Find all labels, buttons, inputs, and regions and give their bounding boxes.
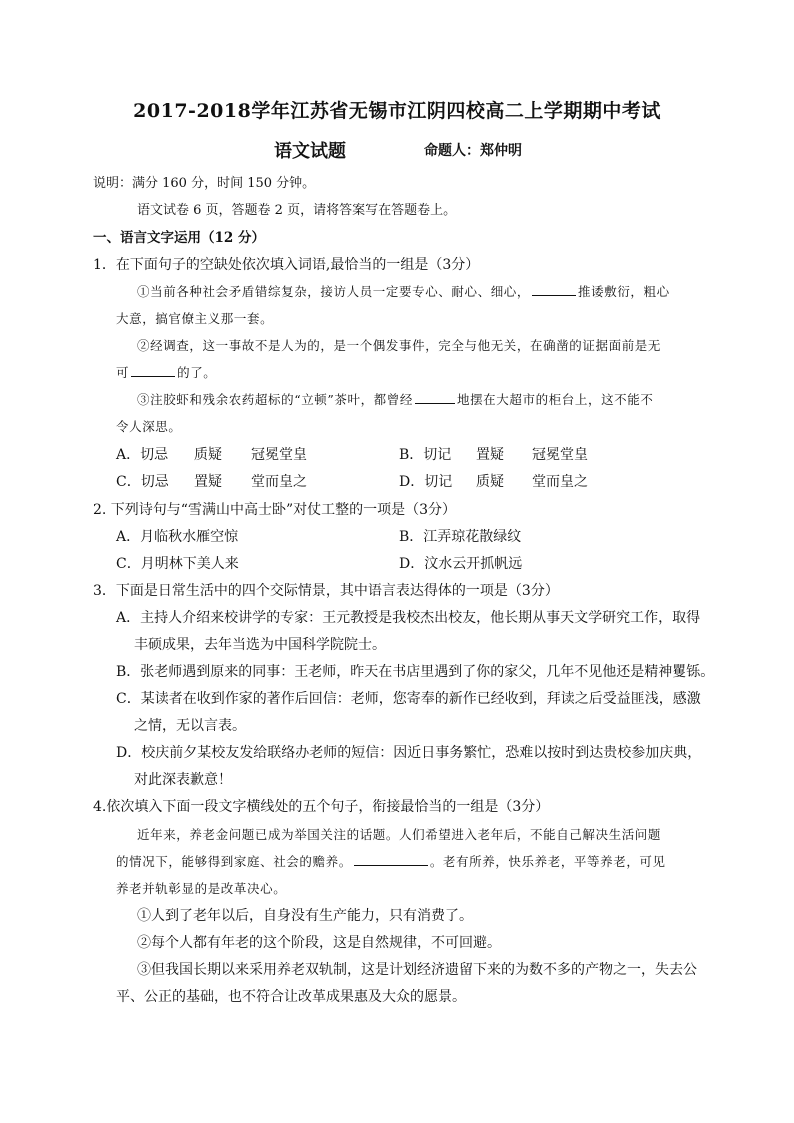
q4-passage-line-3: 养老并轨彰显的是改革决心。	[116, 881, 287, 896]
q4-sentence-2: ②每个人都有年老的这个阶段，这是自然规律，不可回避。	[137, 935, 501, 951]
q4-sentence-3-cont: 平、公正的基础，也不符合让改革成果惠及大众的愿景。	[116, 989, 466, 1005]
q4-passage-part-b: 。老有所养，快乐养老，平等养老，可见	[429, 854, 666, 869]
q3-option-d-line-1[interactable]: D．校庆前夕某校友发给联络办老师的短信：因近日事务繁忙，恐难以按时到达贵校参加庆典，	[116, 745, 702, 761]
q3-option-d-line-2: 对此深表歉意！	[134, 772, 232, 788]
fill-blank	[532, 283, 576, 296]
q3-option-c-line-2: 之情，无以言表。	[134, 718, 246, 734]
q1-option-c-word-1: C．切忌	[116, 474, 169, 490]
q4-passage-line-2	[116, 853, 666, 871]
q1-s3-part-b: 地摆在大超市的柜台上，这不能不	[456, 392, 654, 407]
instruction-line-2: 语文试卷 6 页，答题卷 2 页，请将答案写在答题卷上。	[137, 203, 457, 218]
q2-option-a[interactable]: A．月临秋水雁空惊	[116, 529, 239, 545]
fill-blank	[354, 853, 428, 866]
q1-sentence-2-cont	[116, 364, 216, 382]
q1-option-d-word-2: 质疑	[476, 474, 504, 490]
q1-option-b-word-2: 置疑	[476, 447, 504, 463]
author-label: 命题人：郑仲明	[424, 143, 522, 159]
q1-s3-part-a: ③注胶虾和残余农药超标的“立顿”茶叶，都曾经	[137, 392, 413, 407]
q1-s1-part-b: 推诿敷衍，粗心	[578, 284, 670, 299]
q1-option-a-word-3: 冠冕堂皇	[251, 447, 307, 463]
q1-sentence-1-cont: 大意，搞官僚主义那一套。	[116, 311, 274, 326]
q4-passage-line-1: 近年来，养老金问题已成为举国关注的话题。人们希望进入老年后，不能自己解决生活问题	[137, 827, 662, 842]
q1-sentence-1	[137, 283, 670, 301]
q2-stem: 2. 下列诗句与“雪满山中高士卧”对仗工整的一项是（3分）	[93, 502, 457, 518]
q1-option-b-word-3: 冠冕堂皇	[532, 447, 588, 463]
q3-option-b-line-1[interactable]: B．张老师遇到原来的同事：王老师，昨天在书店里遇到了你的家父，几年不见他还是精神矍铄。	[116, 664, 715, 680]
q4-sentence-3: ③但我国长期以来采用养老双轨制，这是计划经济遗留下来的为数不多的产物之一，失去公	[137, 962, 697, 978]
q1-option-c-word-3: 堂而皇之	[251, 474, 307, 490]
q1-sentence-3	[137, 391, 654, 409]
q1-s1-part-a: ①当前各种社会矛盾错综复杂，接访人员一定要专心、耐心、细心，	[137, 284, 531, 299]
q1-option-a-word-2: 质疑	[194, 447, 222, 463]
q1-sentence-2: ②经调查，这一事故不是人为的，是一个偶发事件，完全与他无关，在确凿的证据面前是无	[137, 338, 662, 353]
q1-s2-part-b: 可	[116, 365, 130, 380]
q3-option-a-line-1[interactable]: A．主持人介绍来校讲学的专家：王元教授是我校杰出校友，他长期从事天文学研究工作，取得	[116, 610, 701, 626]
q1-option-b-word-1: B．切记	[399, 447, 452, 463]
q3-option-c-line-1[interactable]: C．某读者在收到作家的著作后回信：老师，您寄奉的新作已经收到，拜读之后受益匪浅，感激	[116, 691, 701, 707]
fill-blank	[131, 364, 175, 377]
q4-sentence-1: ①人到了老年以后，自身没有生产能力，只有消费了。	[137, 908, 473, 924]
q4-stem: 4.依次填入下面一段文字横线处的五个句子，衔接最恰当的一组是（3分）	[93, 799, 550, 815]
subtitle-row	[0, 137, 794, 161]
q2-option-c[interactable]: C．月明林下美人来	[116, 556, 239, 572]
section-heading: 一、语言文字运用（12 分）	[93, 230, 265, 246]
q1-s2-part-c: 的了。	[177, 365, 217, 380]
q1-option-a-word-1: A．切忌	[116, 447, 169, 463]
q1-option-c-word-2: 置疑	[194, 474, 222, 490]
exam-title: 2017-2018学年江苏省无锡市江阴四校高二上学期期中考试	[133, 100, 661, 122]
q1-stem: 1．在下面句子的空缺处依次填入词语,最恰当的一组是（3分）	[93, 257, 480, 273]
q1-option-d-word-3: 堂而皇之	[532, 474, 588, 490]
q4-passage-part-a: 的情况下，能够得到家庭、社会的赡养。	[116, 854, 352, 869]
instruction-line-1: 说明：满分 160 分，时间 150 分钟。	[93, 176, 316, 191]
q1-sentence-3-cont: 令人深思。	[116, 419, 182, 434]
q2-option-d[interactable]: D．汶水云开抓帆远	[399, 556, 523, 572]
q3-option-a-line-2: 丰硕成果，去年当选为中国科学院院士。	[134, 637, 386, 653]
q2-option-b[interactable]: B．江弄琼花散绿纹	[399, 529, 522, 545]
q3-stem: 3．下面是日常生活中的四个交际情景，其中语言表达得体的一项是（3分）	[93, 583, 559, 599]
subject-title: 语文试题	[274, 141, 346, 162]
q1-option-d-word-1: D．切记	[399, 474, 453, 490]
fill-blank	[415, 391, 455, 404]
